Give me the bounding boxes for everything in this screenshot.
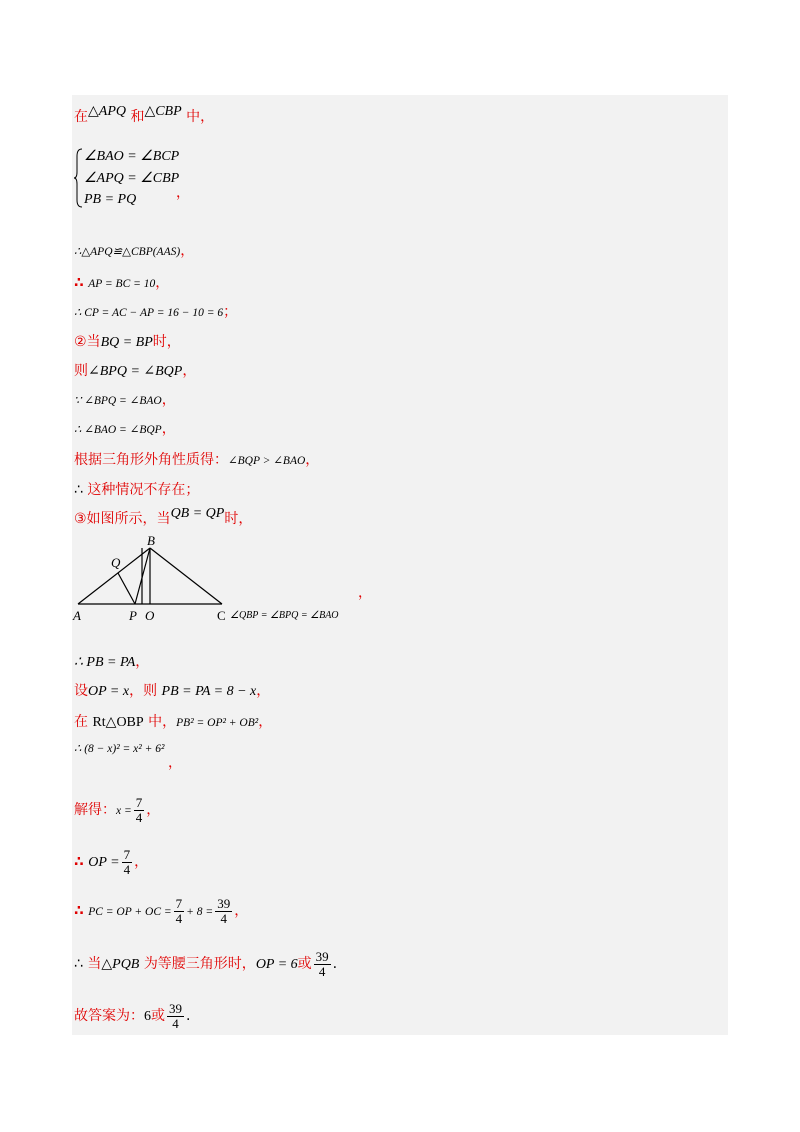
math-x-eq: x = (116, 805, 132, 818)
punct: ， (256, 683, 271, 699)
denominator: 4 (220, 910, 227, 926)
denominator: 4 (135, 809, 143, 825)
math-op-x: OP = x (88, 684, 130, 699)
denominator: 4 (175, 910, 183, 926)
system-row-1: ∠BAO = ∠BCP (84, 149, 180, 164)
punct: . (186, 1008, 191, 1025)
text-answer: 故答案为： (74, 1008, 144, 1025)
fraction-7-4 (134, 796, 145, 824)
math-rt-obp: Rt△OBP (92, 715, 144, 730)
line-no-case (74, 479, 199, 499)
text-shi: 时， (224, 511, 253, 527)
fraction-39-4 (215, 897, 232, 925)
line-case-3 (74, 508, 252, 528)
line-because (74, 389, 176, 409)
math-six: 6 (144, 1009, 151, 1025)
math-plus-8: + 8 = (186, 906, 214, 919)
line-ap-equals (74, 272, 169, 292)
punct: ， (180, 243, 195, 259)
punct: ， (258, 714, 273, 730)
text-case2: ②当 (74, 334, 101, 350)
label-p: P (129, 608, 137, 623)
therefore-symbol: ∴ (74, 275, 84, 291)
punct: ； (223, 304, 238, 320)
label-o: O (145, 608, 155, 623)
equation-comma: ， (168, 755, 182, 771)
punct: ， (161, 392, 176, 408)
line-congruent (74, 240, 194, 260)
text-isosceles: 为等腰三角形时， (143, 956, 256, 973)
text-huo: 或 (151, 1008, 165, 1025)
denominator: 4 (318, 963, 326, 979)
math-pc-eq: PC = OP + OC = (88, 906, 172, 919)
left-brace-icon (74, 148, 84, 208)
denominator: 4 (172, 1015, 179, 1031)
punct: ， (146, 802, 161, 819)
text-shi: 时， (152, 334, 181, 350)
line-pythagoras (74, 711, 272, 731)
fraction-39-4 (167, 1002, 184, 1030)
punct: ， (161, 421, 176, 437)
math-bq-bp: BQ = BP (100, 335, 153, 350)
numerator: 7 (135, 795, 143, 810)
math-inequality: ∠BQP > ∠BAO (228, 455, 306, 467)
punct: ， (135, 654, 150, 670)
math-because: ∵ ∠BPQ = ∠BAO (74, 395, 162, 407)
punct: ， (134, 854, 149, 871)
text-zai: 在 (74, 109, 88, 125)
punct: ， (182, 363, 197, 379)
math-pythagoras: PB² = OP² + OB² (176, 717, 259, 729)
math-op-6: OP = 6 (255, 957, 298, 973)
punct: ， (305, 452, 320, 468)
label-b: B (147, 533, 155, 548)
numerator: 39 (315, 949, 329, 964)
punct: ， (155, 275, 170, 291)
numerator: 39 (217, 896, 231, 911)
math-therefore-angle: ∴ ∠BAO = ∠BQP (74, 424, 162, 436)
math-pb-pa: ∴ PB = PA (74, 655, 136, 670)
numerator: 7 (123, 847, 131, 862)
line-set-x (74, 680, 270, 700)
text-dang: 当 (87, 956, 102, 973)
text-zai: 在 (74, 714, 88, 730)
text-ze: ，则 (129, 683, 158, 699)
numerator: 39 (169, 1001, 182, 1016)
math-op-eq: OP = (88, 855, 120, 871)
math-qb-qp: QB = QP (170, 506, 225, 521)
system-comma: ， (176, 185, 190, 201)
line-triangle-intro (74, 106, 214, 126)
text-he: 和 (130, 109, 145, 125)
text-exterior: 根据三角形外角性质得： (74, 452, 228, 468)
punct: ， (234, 903, 249, 920)
text-huo: 或 (297, 956, 312, 973)
text-jiede: 解得： (74, 802, 116, 819)
line-cp-equals (74, 301, 237, 321)
angle-relation: ∠QBP = ∠BPQ = ∠BAO (230, 610, 339, 621)
punct: . (332, 956, 338, 973)
line-therefore-angle (74, 418, 176, 438)
fraction-7-4 (174, 897, 185, 925)
line-conclusion (74, 950, 337, 978)
fraction-7-4 (122, 848, 133, 876)
math-ap-bc: AP = BC = 10 (88, 278, 156, 290)
system-row-2: ∠APQ = ∠CBP (84, 171, 180, 186)
label-q: Q (111, 555, 121, 570)
fraction-39-4 (314, 950, 331, 978)
line-pc-value (74, 897, 248, 925)
line-solve-x (74, 796, 160, 824)
math-equation: ∴ (8 − x)² = x² + 6² (74, 743, 165, 755)
line-equation (74, 740, 164, 756)
therefore-symbol: ∴ (74, 956, 83, 973)
math-triangle-apq: △APQ (88, 104, 126, 119)
math-congruent: ∴△APQ≌△CBP(AAS) (74, 246, 181, 258)
text-zhong: 中， (148, 714, 177, 730)
line-answer (74, 1002, 190, 1030)
line-case-2 (74, 331, 181, 351)
text-no-case: 这种情况不存在； (87, 482, 200, 498)
denominator: 4 (123, 861, 131, 877)
label-a: A (73, 608, 81, 623)
triangle-figure (70, 530, 370, 625)
line-op-value (74, 848, 148, 876)
text-she: 设 (74, 683, 88, 699)
label-c: C (217, 608, 226, 623)
line-exterior-angle (74, 449, 319, 469)
system-row-3: PB = PQ (84, 192, 137, 207)
line-angle-equal (74, 360, 196, 380)
text-case3: ③如图所示，当 (74, 511, 171, 527)
text-ze: 则 (74, 363, 88, 379)
math-angle-bpq: ∠BPQ = ∠BQP (88, 364, 183, 379)
therefore-symbol: ∴ (74, 482, 83, 498)
numerator: 7 (175, 896, 183, 911)
math-triangle-pqb: △PQB (101, 957, 140, 973)
math-cp: ∴ CP = AC − AP = 16 − 10 = 6 (74, 307, 224, 319)
math-pb-8-x: PB = PA = 8 − x (161, 684, 257, 699)
figure-comma: ， (358, 585, 372, 601)
therefore-symbol: ∴ (74, 903, 84, 920)
line-pb-pa (74, 651, 149, 671)
text-zhong: 中， (186, 109, 215, 125)
therefore-symbol: ∴ (74, 854, 84, 871)
math-triangle-cbp: △CBP (144, 104, 182, 119)
